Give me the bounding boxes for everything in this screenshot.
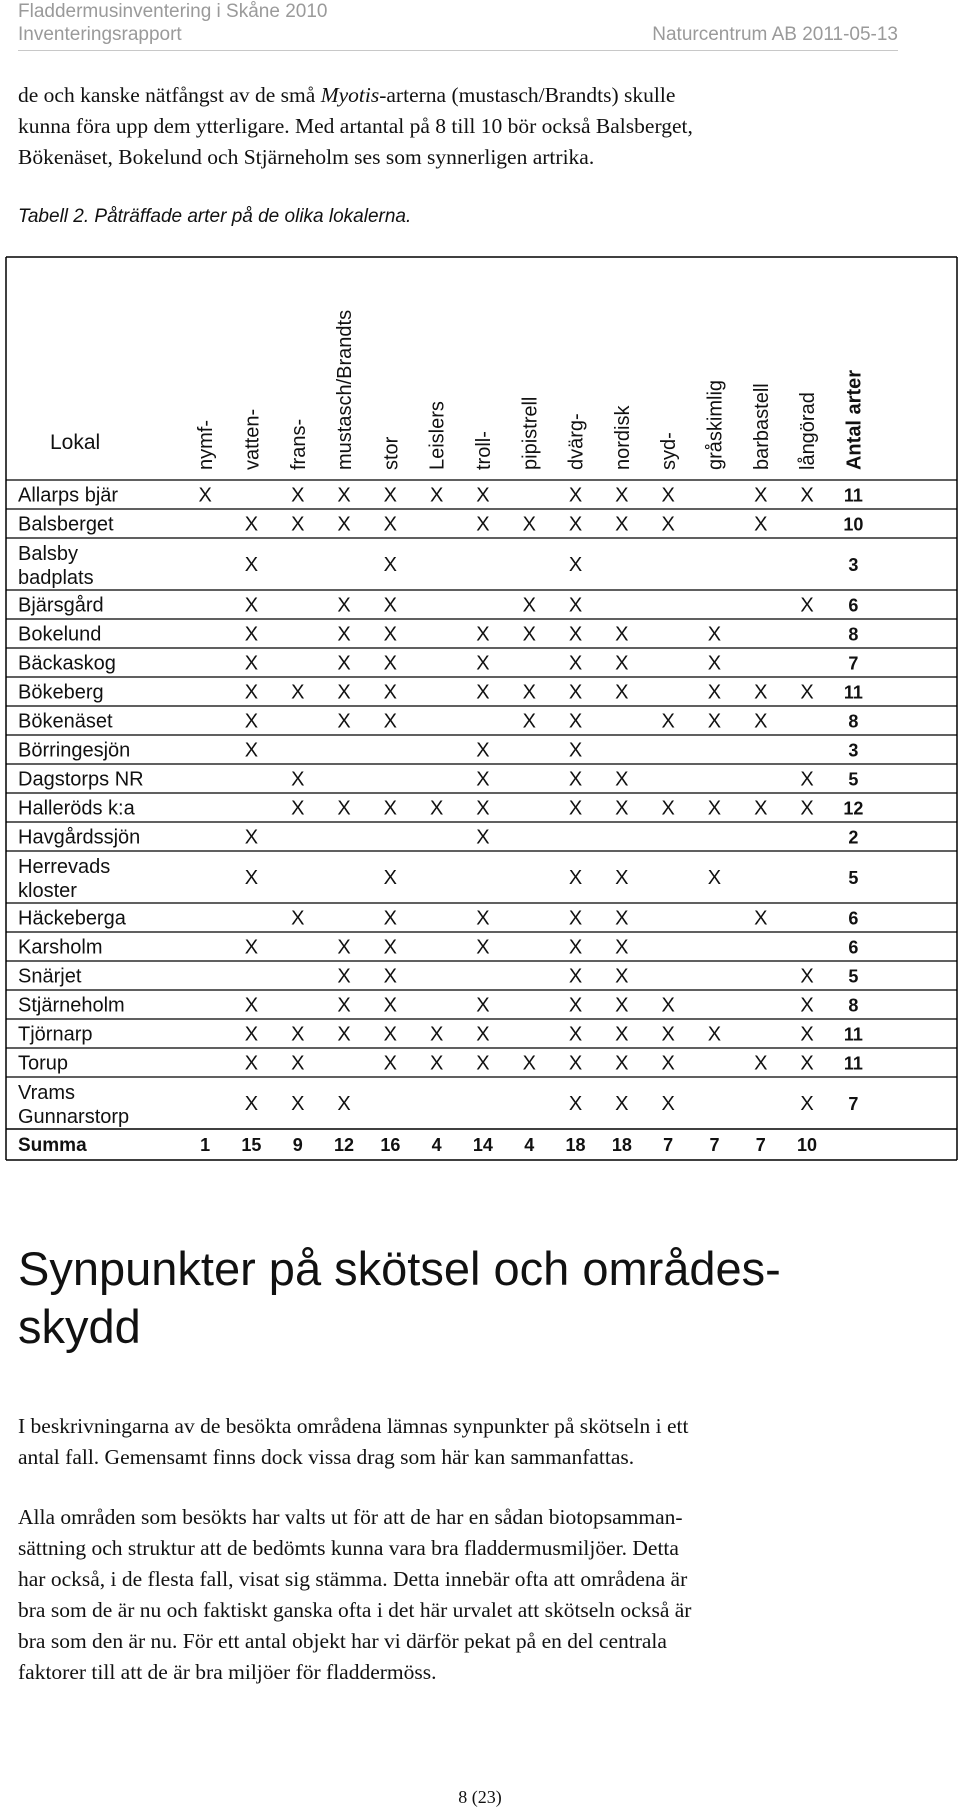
row-location-name: Balsby [18,543,79,565]
column-header-species: syd- [658,432,681,470]
species-mark: X [476,484,490,507]
intro-line-1-post: -arterna (mustasch/Brandts) skulle [379,83,676,107]
summa-label: Summa [18,1135,87,1156]
species-mark: X [661,994,675,1017]
species-mark: X [568,623,583,646]
species-mark: X [337,652,351,675]
row-location-name: Allarps bjär [18,484,119,507]
row-total: 10 [843,514,864,535]
species-mark: X [800,484,814,507]
column-header-antal-arter: Antal arter [843,369,866,470]
species-mark: X [568,652,583,675]
paragraph-line: har också, i de flesta fall, visat sig stämma. Detta innebär ofta att områdena är [18,1567,688,1591]
species-mark: X [754,907,768,930]
row-location-name: Häckeberga [18,907,126,930]
section-heading-line-2: skydd [18,1300,141,1353]
species-mark: X [337,936,351,959]
column-header-species: troll- [472,431,495,470]
species-mark: X [568,484,583,507]
species-mark: X [568,681,583,704]
species-mark: X [661,710,675,733]
species-mark: X [754,513,768,536]
header-title: Fladdermusinventering i Skåne 2010 [18,1,328,22]
row-total: 3 [848,555,859,575]
species-mark: X [615,652,629,675]
species-mark: X [337,994,351,1017]
species-mark: X [383,936,398,959]
paragraph-line: faktorer till att de är bra miljöer för fladdermöss. [18,1660,437,1684]
summa-value: 10 [797,1135,818,1155]
species-mark: X [337,965,351,988]
species-mark: X [476,994,490,1017]
column-header-species: mustasch/Brandts [334,309,357,470]
summa-value: 4 [524,1135,535,1155]
row-location-name: Torup [18,1052,69,1075]
species-mark: X [476,739,490,762]
species-mark: X [800,768,814,791]
species-mark: X [291,907,305,930]
species-mark: X [383,867,398,889]
species-mark: X [244,652,259,675]
species-mark: X [244,1093,259,1115]
species-mark: X [476,1023,490,1046]
column-header-species: dvärg- [565,413,588,470]
species-mark: X [522,594,536,617]
row-location-name: Herrevads [18,856,111,878]
summa-value: 14 [472,1135,493,1155]
species-mark: X [800,1093,814,1115]
species-mark: X [615,1023,629,1046]
species-mark: X [337,513,351,536]
species-mark: X [568,739,583,762]
species-mark: X [615,907,629,930]
paragraph-line: bra som den är nu. För ett antal objekt har vi därför pekat på en del centrala [18,1629,667,1653]
column-header-species: pipistrell [519,396,542,470]
row-location-name: Bökeberg [18,681,104,704]
species-mark: X [615,867,629,889]
species-mark: X [383,484,398,507]
species-mark: X [661,1023,675,1046]
row-location-name: Halleröds k:a [18,797,135,820]
row-location-name: Havgårdssjön [18,826,141,849]
summa-value: 7 [663,1135,674,1155]
row-location-name: Karsholm [18,936,103,959]
species-mark: X [476,768,490,791]
species-mark: X [337,681,351,704]
species-mark: X [383,554,398,576]
species-mark: X [800,594,814,617]
row-total: 11 [843,1053,863,1074]
species-mark: X [568,710,583,733]
species-mark: X [244,554,259,576]
summa-value: 12 [334,1135,355,1155]
column-header-lokal: Lokal [50,431,101,454]
species-mark: X [383,907,398,930]
species-mark: X [337,1023,351,1046]
row-location-name: Bökenäset [18,710,113,733]
summa-value: 4 [431,1135,442,1155]
column-header-species: långörad [797,392,820,470]
species-mark: X [476,652,490,675]
species-mark: X [661,1093,675,1115]
species-mark: X [568,1052,583,1075]
species-mark: X [707,681,722,704]
intro-line-3: Bökenäset, Bokelund och Stjärneholm ses som synnerligen artrika. [18,145,595,169]
row-total: 8 [848,624,859,645]
page-number: 8 (23) [458,1787,502,1807]
species-mark: X [429,1023,444,1046]
species-mark: X [754,681,768,704]
species-mark: X [661,1052,675,1075]
species-mark: X [615,484,629,507]
species-mark: X [615,513,629,536]
summa-value: 16 [380,1135,401,1155]
species-mark: X [800,797,814,820]
species-mark: X [522,623,536,646]
species-mark: X [244,1052,259,1075]
species-mark: X [754,484,768,507]
species-mark: X [707,1023,722,1046]
species-mark: X [337,1093,351,1115]
row-total: 8 [848,711,859,732]
species-mark: X [754,797,768,820]
species-mark: X [707,710,722,733]
species-mark: X [383,1052,398,1075]
species-mark: X [383,652,398,675]
row-location-name: Bjärsgård [18,594,104,617]
species-mark: X [707,797,722,820]
species-mark: X [476,623,490,646]
species-mark: X [244,739,259,762]
species-mark: X [244,513,259,536]
row-location-name: Vrams [18,1082,76,1104]
row-total: 3 [848,740,859,761]
row-total: 5 [848,868,859,888]
column-header-species: frans- [287,418,310,470]
row-location-name: badplats [18,567,94,589]
species-mark: X [800,1023,814,1046]
row-location-name: Bäckaskog [18,652,116,675]
species-mark: X [383,681,398,704]
row-total: 11 [843,1024,863,1045]
column-header-species: barbastell [750,383,773,470]
species-mark: X [476,681,490,704]
row-total: 6 [848,908,859,929]
species-mark: X [568,554,583,576]
column-header-species: Leislers [426,401,449,470]
species-mark: X [383,623,398,646]
species-mark: X [337,623,351,646]
species-mark: X [198,484,212,507]
species-mark: X [244,867,259,889]
species-mark: X [383,994,398,1017]
species-mark: X [615,965,629,988]
species-mark: X [383,710,398,733]
species-mark: X [476,936,490,959]
species-mark: X [429,1052,444,1075]
species-mark: X [568,965,583,988]
row-total: 11 [843,485,863,506]
summa-value: 15 [241,1135,262,1155]
species-mark: X [707,867,722,889]
paragraph-line: Alla områden som besökts har valts ut för att de har en sådan biotopsamman- [18,1505,683,1529]
species-mark: X [661,484,675,507]
species-mark: X [337,797,351,820]
paragraph-line: bra som de är nu och faktiskt ganska ofta i det här urvalet att skötseln också är [18,1598,692,1622]
species-mark: X [707,652,722,675]
summa-value: 1 [200,1135,211,1155]
species-mark: X [476,907,490,930]
row-location-name: Dagstorps NR [18,768,144,791]
species-mark: X [291,768,305,791]
row-total: 11 [843,682,863,703]
species-mark: X [244,1023,259,1046]
species-mark: X [568,994,583,1017]
row-total: 2 [848,827,859,848]
species-mark: X [476,826,490,849]
intro-line-1-pre: de och kanske nätfångst av de små [18,83,321,107]
species-mark: X [244,710,259,733]
row-total: 8 [848,995,859,1016]
column-header-species: stor [380,436,403,470]
species-mark: X [383,1023,398,1046]
species-mark: X [522,1052,536,1075]
header-subtitle: Inventeringsrapport [18,24,182,45]
species-mark: X [244,623,259,646]
species-mark: X [800,1052,814,1075]
species-mark: X [568,936,583,959]
species-mark: X [615,1052,629,1075]
species-mark: X [615,681,629,704]
species-mark: X [383,594,398,617]
species-mark: X [291,1023,305,1046]
row-total: 5 [848,769,859,790]
species-mark: X [383,965,398,988]
species-mark: X [383,797,398,820]
column-header-species: gråskimlig [704,379,727,470]
row-total: 7 [848,653,859,674]
species-mark: X [522,681,536,704]
species-mark: X [661,513,675,536]
species-mark: X [615,797,629,820]
table-caption: Tabell 2. Påträffade arter på de olika lokalerna. [18,206,412,227]
column-header-species: vatten- [241,408,264,470]
species-mark: X [615,936,629,959]
summa-value: 9 [292,1135,303,1155]
row-location-name: Börringesjön [18,739,131,762]
species-mark: X [568,1023,583,1046]
row-location-name: Snärjet [18,965,82,988]
species-mark: X [615,623,629,646]
species-mark: X [337,710,351,733]
paragraph-line: I beskrivningarna av de besökta områdena lämnas synpunkter på skötseln i ett [18,1414,689,1438]
species-mark: X [522,710,536,733]
row-total: 7 [848,1094,859,1114]
species-mark: X [244,594,259,617]
species-mark: X [291,484,305,507]
species-mark: X [568,867,583,889]
species-mark: X [615,994,629,1017]
row-location-name: kloster [18,880,77,902]
species-mark: X [568,768,583,791]
species-mark: X [476,1052,490,1075]
species-mark: X [244,936,259,959]
species-mark: X [615,768,629,791]
species-mark: X [800,994,814,1017]
species-mark: X [337,594,351,617]
species-mark: X [291,681,305,704]
species-mark: X [568,513,583,536]
species-mark: X [800,681,814,704]
species-mark: X [291,797,305,820]
section-heading [18,1240,918,1356]
species-mark: X [615,1093,629,1115]
summa-value: 7 [709,1135,720,1155]
header-company-date: Naturcentrum AB 2011-05-13 [652,24,898,45]
species-mark: X [707,623,722,646]
species-mark: X [291,1052,305,1075]
summa-value: 7 [755,1135,766,1155]
summa-value: 18 [565,1135,586,1155]
section-heading-line-1: Synpunkter på skötsel och områdes- [18,1242,781,1295]
row-location-name: Gunnarstorp [18,1106,130,1128]
species-mark: X [800,965,814,988]
species-mark: X [429,484,444,507]
species-mark: X [291,513,305,536]
paragraph-line: sättning och struktur att de bedömts kunna vara bra fladdermusmiljöer. Detta [18,1536,679,1560]
row-location-name: Balsberget [18,513,114,536]
intro-italic-genus: Myotis [320,83,380,107]
species-mark: X [429,797,444,820]
row-location-name: Tjörnarp [18,1023,93,1046]
summa-value: 18 [611,1135,632,1155]
row-location-name: Stjärneholm [18,994,125,1017]
species-mark: X [568,907,583,930]
species-mark: X [337,484,351,507]
column-header-species: nordisk [611,405,634,470]
column-header-species: nymf- [195,420,218,470]
species-mark: X [476,797,490,820]
species-mark: X [568,797,583,820]
row-total: 5 [848,966,859,987]
intro-line-2: kunna föra upp dem ytterligare. Med artantal på 8 till 10 bör också Balsberget, [18,114,693,138]
row-location-name: Bokelund [18,623,102,646]
species-mark: X [244,994,259,1017]
species-mark: X [244,681,259,704]
species-mark: X [244,826,259,849]
species-mark: X [661,797,675,820]
paragraph-line: antal fall. Gemensamt finns dock vissa drag som här kan sammanfattas. [18,1445,635,1469]
species-mark: X [291,1093,305,1115]
species-mark: X [754,710,768,733]
row-total: 6 [848,595,859,616]
species-mark: X [383,513,398,536]
row-total: 12 [843,798,864,819]
species-mark: X [754,1052,768,1075]
species-mark: X [568,1093,583,1115]
species-mark: X [522,513,536,536]
species-mark: X [476,513,490,536]
row-total: 6 [848,937,859,958]
species-mark: X [568,594,583,617]
